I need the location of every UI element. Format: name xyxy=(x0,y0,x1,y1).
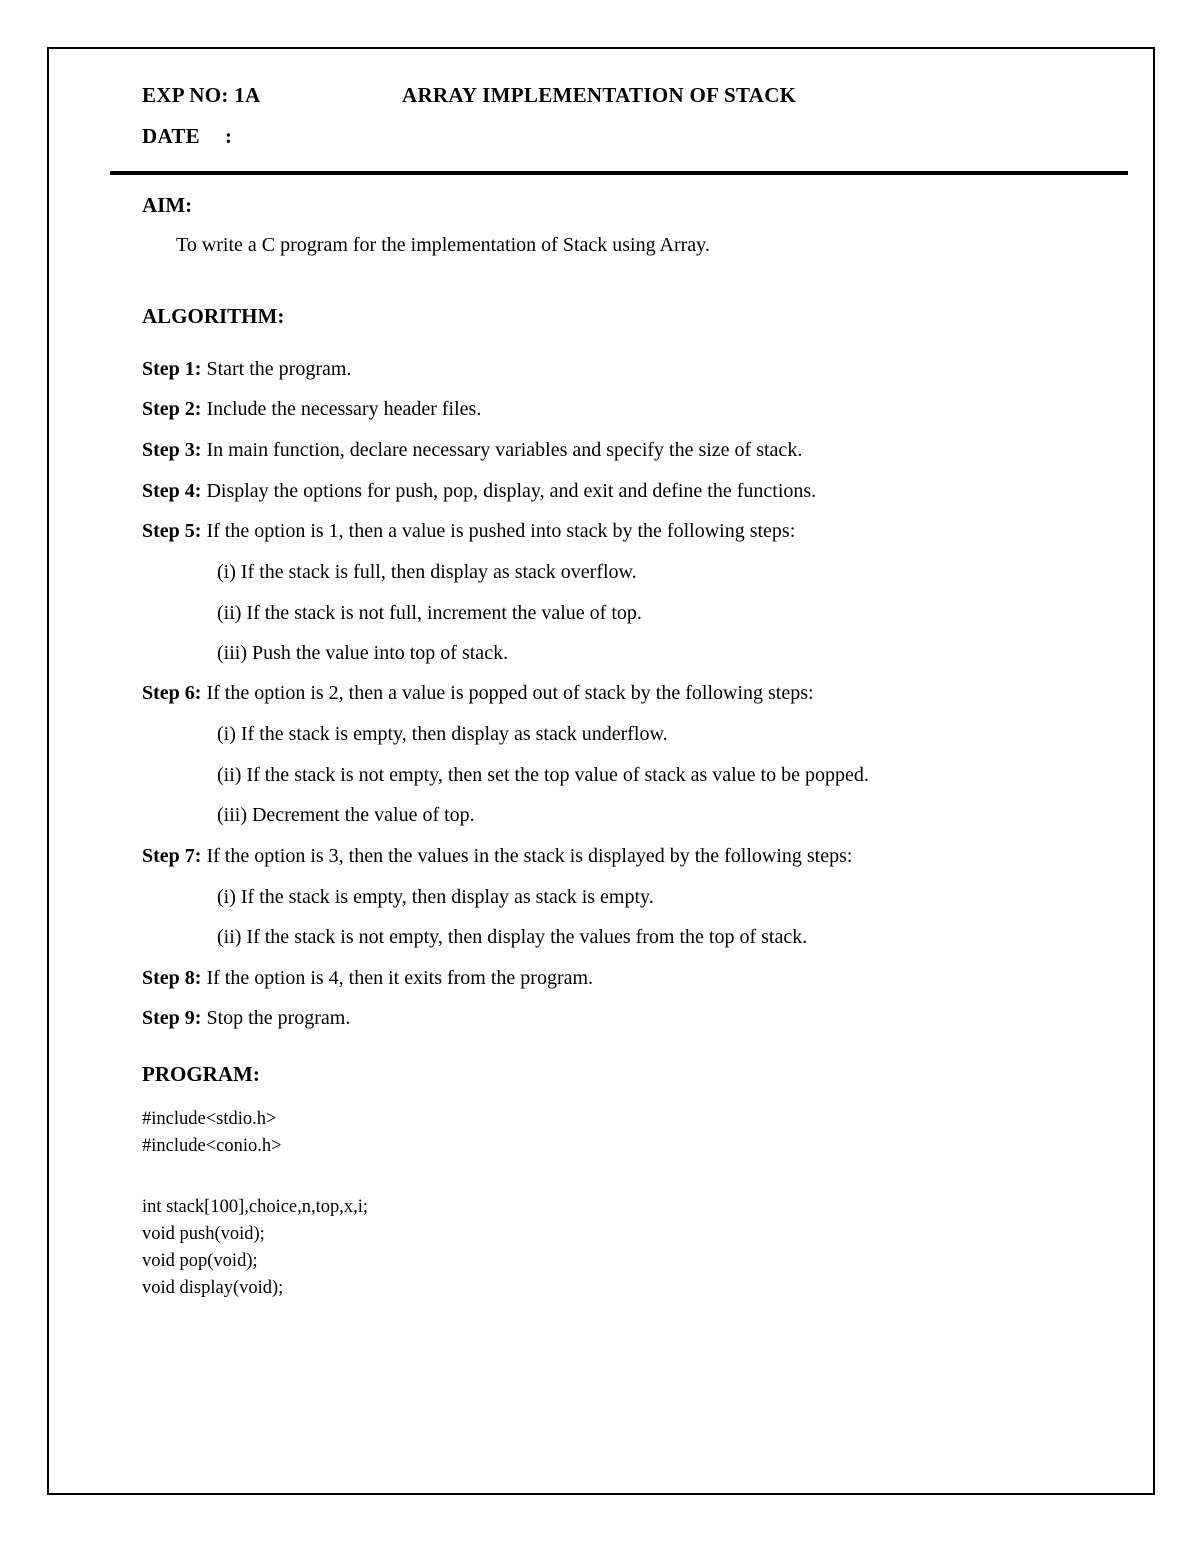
substep: (i) If the stack is empty, then display as stack underflow. xyxy=(217,723,668,745)
code-line: void display(void); xyxy=(142,1278,284,1298)
step-text: If the option is 1, then a value is pushed into stack by the following steps: xyxy=(206,520,796,542)
substep: (i) If the stack is full, then display as stack overflow. xyxy=(217,561,637,583)
step-text: Include the necessary header files. xyxy=(206,398,482,420)
step-label: Step 5: xyxy=(142,520,202,542)
substep: (ii) If the stack is not full, increment the value of top. xyxy=(217,602,642,624)
code-line: #include<stdio.h> xyxy=(142,1109,277,1129)
code-line: void push(void); xyxy=(142,1224,265,1244)
date-separator: : xyxy=(225,124,233,148)
step xyxy=(142,439,802,462)
step-label: Step 8: xyxy=(142,967,202,989)
substep: (iii) Push the value into top of stack. xyxy=(217,642,509,664)
code-line: int stack[100],choice,n,top,x,i; xyxy=(142,1197,369,1217)
aim-heading: AIM: xyxy=(142,193,193,217)
step xyxy=(142,1007,350,1030)
program-heading: PROGRAM: xyxy=(142,1062,260,1086)
substep: (i) If the stack is empty, then display as stack is empty. xyxy=(217,886,654,908)
step xyxy=(142,398,481,421)
step-text: Stop the program. xyxy=(206,1007,351,1029)
step-label: Step 6: xyxy=(142,682,202,704)
step xyxy=(142,845,852,868)
step-text: If the option is 4, then it exits from the program. xyxy=(206,967,594,989)
substep: (iii) Decrement the value of top. xyxy=(217,804,475,826)
step-text: Display the options for push, pop, display, and exit and define the functions. xyxy=(206,480,817,502)
step-text: If the option is 3, then the values in the stack is displayed by the following steps: xyxy=(206,845,853,867)
step-label: Step 4: xyxy=(142,480,202,502)
step-text: Start the program. xyxy=(206,358,352,380)
substep: (ii) If the stack is not empty, then set the top value of stack as value to be popped. xyxy=(217,764,869,786)
step-label: Step 7: xyxy=(142,845,202,867)
header-rule xyxy=(110,171,1128,175)
step-text: If the option is 2, then a value is popped out of stack by the following steps: xyxy=(206,682,814,704)
step xyxy=(142,520,795,543)
step xyxy=(142,682,814,705)
step-label: Step 2: xyxy=(142,398,202,420)
step-label: Step 3: xyxy=(142,439,202,461)
experiment-title: ARRAY IMPLEMENTATION OF STACK xyxy=(402,83,797,107)
step-label: Step 9: xyxy=(142,1007,202,1029)
code-line: void pop(void); xyxy=(142,1251,258,1271)
algorithm-heading: ALGORITHM: xyxy=(142,304,285,328)
step xyxy=(142,358,351,381)
exp-number: EXP NO: 1A xyxy=(142,83,261,107)
substep: (ii) If the stack is not empty, then display the values from the top of stack. xyxy=(217,926,808,948)
date-label: DATE xyxy=(142,124,200,148)
step xyxy=(142,967,593,990)
date-field xyxy=(142,124,232,149)
aim-text: To write a C program for the implementation of Stack using Array. xyxy=(176,234,710,256)
step xyxy=(142,480,816,503)
step-text: In main function, declare necessary variables and specify the size of stack. xyxy=(206,439,803,461)
step-label: Step 1: xyxy=(142,358,202,380)
code-line: #include<conio.h> xyxy=(142,1136,282,1156)
